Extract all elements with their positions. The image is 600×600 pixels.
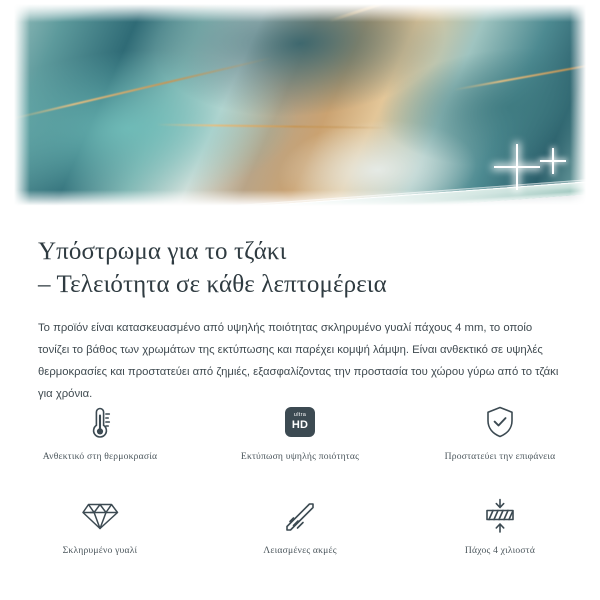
description-paragraph: Το προϊόν είναι κατασκευασμένο από υψηλής ποιότητας σκληρυμένο γυαλί πάχους 4 mm, το οποίο τονίζει το βάθος των χρωμάτων της εκτύπωσης και παρέχει κομψή λάμψη. Είναι ανθεκτικό σε υψηλές θερμοκρασίες και προστατεύει από ζημιές, εξασφαλίζοντας την προστασία του χώρου γύρω από το τζάκι για χρόνια. bbox=[38, 322, 559, 401]
feature-item bbox=[0, 400, 200, 482]
feature-item bbox=[400, 400, 600, 482]
diamond-icon bbox=[80, 494, 120, 538]
marble-artwork bbox=[14, 4, 586, 216]
content-block bbox=[0, 222, 600, 405]
ultra-hd-badge bbox=[285, 407, 315, 437]
hero-image-inner bbox=[14, 4, 586, 216]
feature-item bbox=[200, 400, 400, 482]
badge-top-text: ultra bbox=[293, 412, 307, 419]
feature-label: Προστατεύει την επιφάνεια bbox=[444, 451, 556, 462]
thermometer-icon bbox=[83, 400, 117, 444]
feature-item bbox=[0, 494, 200, 576]
headline-line-1: Υπόστρωμα για το τζάκι bbox=[38, 238, 287, 265]
ultra-hd-badge-icon bbox=[285, 400, 315, 444]
feature-label: Πάχος 4 χιλιοστά bbox=[464, 545, 536, 556]
shield-check-icon bbox=[483, 400, 517, 444]
feature-item bbox=[400, 494, 600, 576]
feature-item bbox=[200, 494, 400, 576]
thickness-arrows-icon bbox=[481, 494, 519, 538]
page-title bbox=[0, 222, 600, 301]
polished-edges-icon bbox=[282, 494, 318, 538]
glass-panel-slab bbox=[14, 4, 586, 216]
features-grid bbox=[0, 400, 600, 576]
feature-label: Ανθεκτικό στη θερμοκρασία bbox=[42, 451, 158, 462]
feature-label: Εκτύπωση υψηλής ποιότητας bbox=[240, 451, 360, 462]
feature-label: Σκληρυμένο γυαλί bbox=[62, 545, 138, 556]
headline-line-2: – Τελειότητα σε κάθε λεπτομέρεια bbox=[38, 270, 387, 298]
hero-image bbox=[0, 0, 600, 222]
feature-label: Λειασμένες ακμές bbox=[263, 545, 337, 556]
badge-bottom-text: HD bbox=[291, 418, 309, 431]
